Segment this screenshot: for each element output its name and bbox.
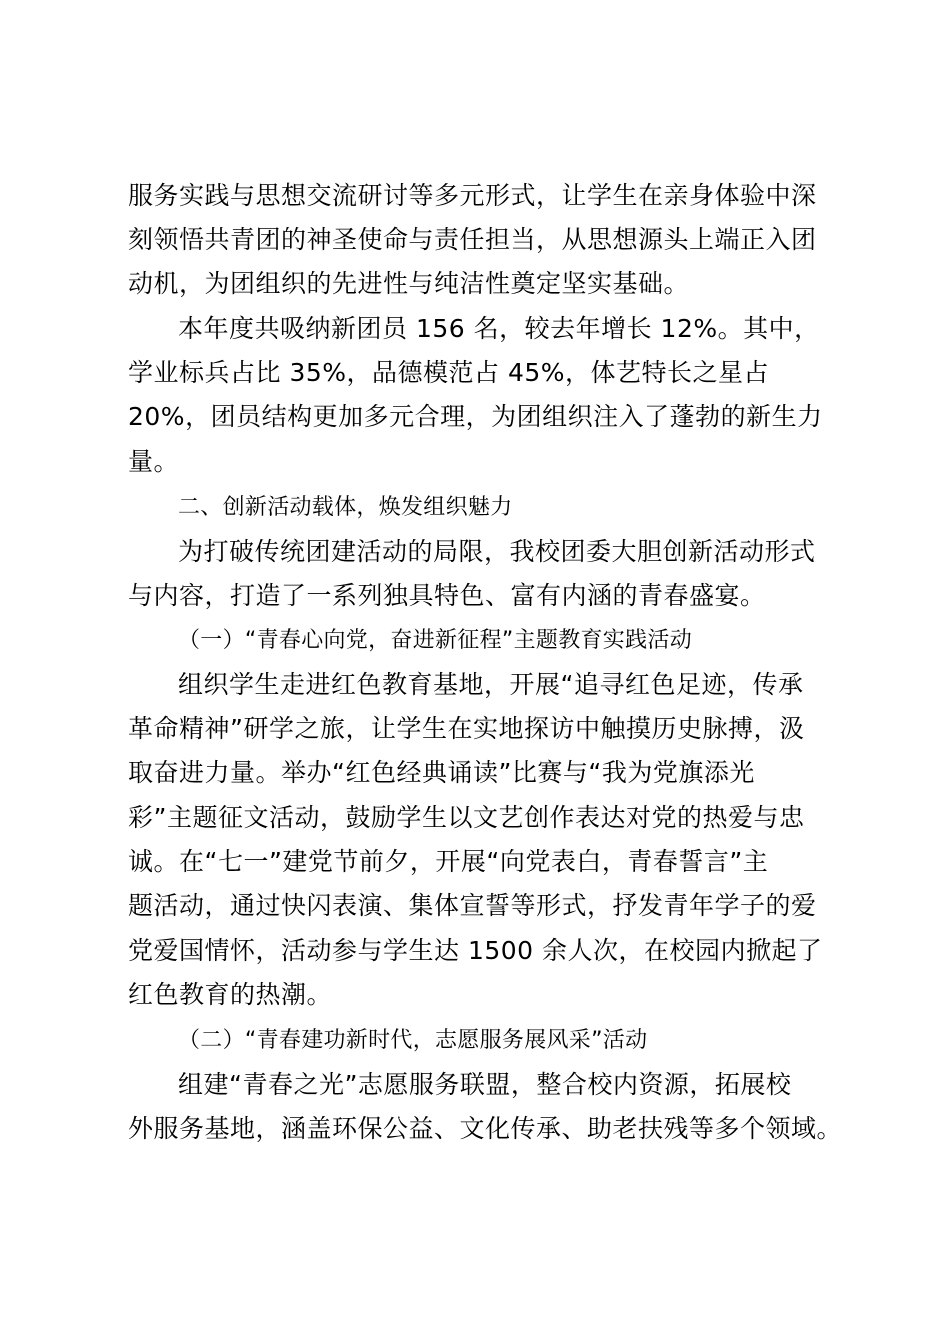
- body-text-line: 组建“青春之光”志愿服务联盟，整合校内资源，拓展校: [178, 1070, 792, 1099]
- body-text-line: 本年度共吸纳新团员 156 名，较去年增长 12%。其中，: [178, 314, 820, 343]
- body-text-line: 党爱国情怀，活动参与学生达 1500 余人次，在校园内掀起了: [128, 936, 823, 965]
- body-text-line: 动机，为团组织的先进性与纯洁性奠定坚实基础。: [128, 269, 690, 298]
- subsection-heading: （一）“青春心向党，奋进新征程”主题教育实践活动: [178, 628, 692, 653]
- body-text-line: 为打破传统团建活动的局限，我校团委大胆创新活动形式: [178, 537, 816, 566]
- body-text-line: 20%，团员结构更加多元合理，为团组织注入了蓬勃的新生力: [128, 402, 823, 431]
- body-text-line: 学业标兵占比 35%，品德模范占 45%，体艺特长之星占: [128, 358, 770, 387]
- subsection-heading: （二）“青春建功新时代，志愿服务展风采”活动: [178, 1028, 648, 1053]
- body-text-line: 题活动，通过快闪表演、集体宣誓等形式，抒发青年学子的爱: [128, 891, 817, 920]
- body-text-line: 组织学生走进红色教育基地，开展“追寻红色足迹，传承: [178, 670, 804, 699]
- body-text-line: 红色教育的热潮。: [128, 980, 333, 1009]
- body-text-line: 彩”主题征文活动，鼓励学生以文艺创作表达对党的热爱与忠: [128, 803, 805, 832]
- body-text-line: 外服务基地，涵盖环保公益、文化传承、助老扶残等多个领域。: [128, 1114, 843, 1143]
- body-text-line: 革命精神”研学之旅，让学生在实地探访中触摸历史脉搏，汲: [128, 714, 805, 743]
- body-text-line: 诚。在“七一”建党节前夕，开展“向党表白，青春誓言”主: [128, 847, 769, 876]
- body-text-line: 服务实践与思想交流研讨等多元形式，让学生在亲身体验中深: [128, 181, 817, 210]
- body-text-line: 取奋进力量。举办“红色经典诵读”比赛与“我为党旗添光: [128, 758, 755, 787]
- section-heading: 二、创新活动载体，焕发组织魅力: [178, 495, 513, 520]
- body-text-line: 量。: [128, 447, 180, 476]
- body-text-line: 与内容，打造了一系列独具特色、富有内涵的青春盛宴。: [128, 581, 766, 610]
- body-text-line: 刻领悟共青团的神圣使命与责任担当，从思想源头上端正入团: [128, 225, 817, 254]
